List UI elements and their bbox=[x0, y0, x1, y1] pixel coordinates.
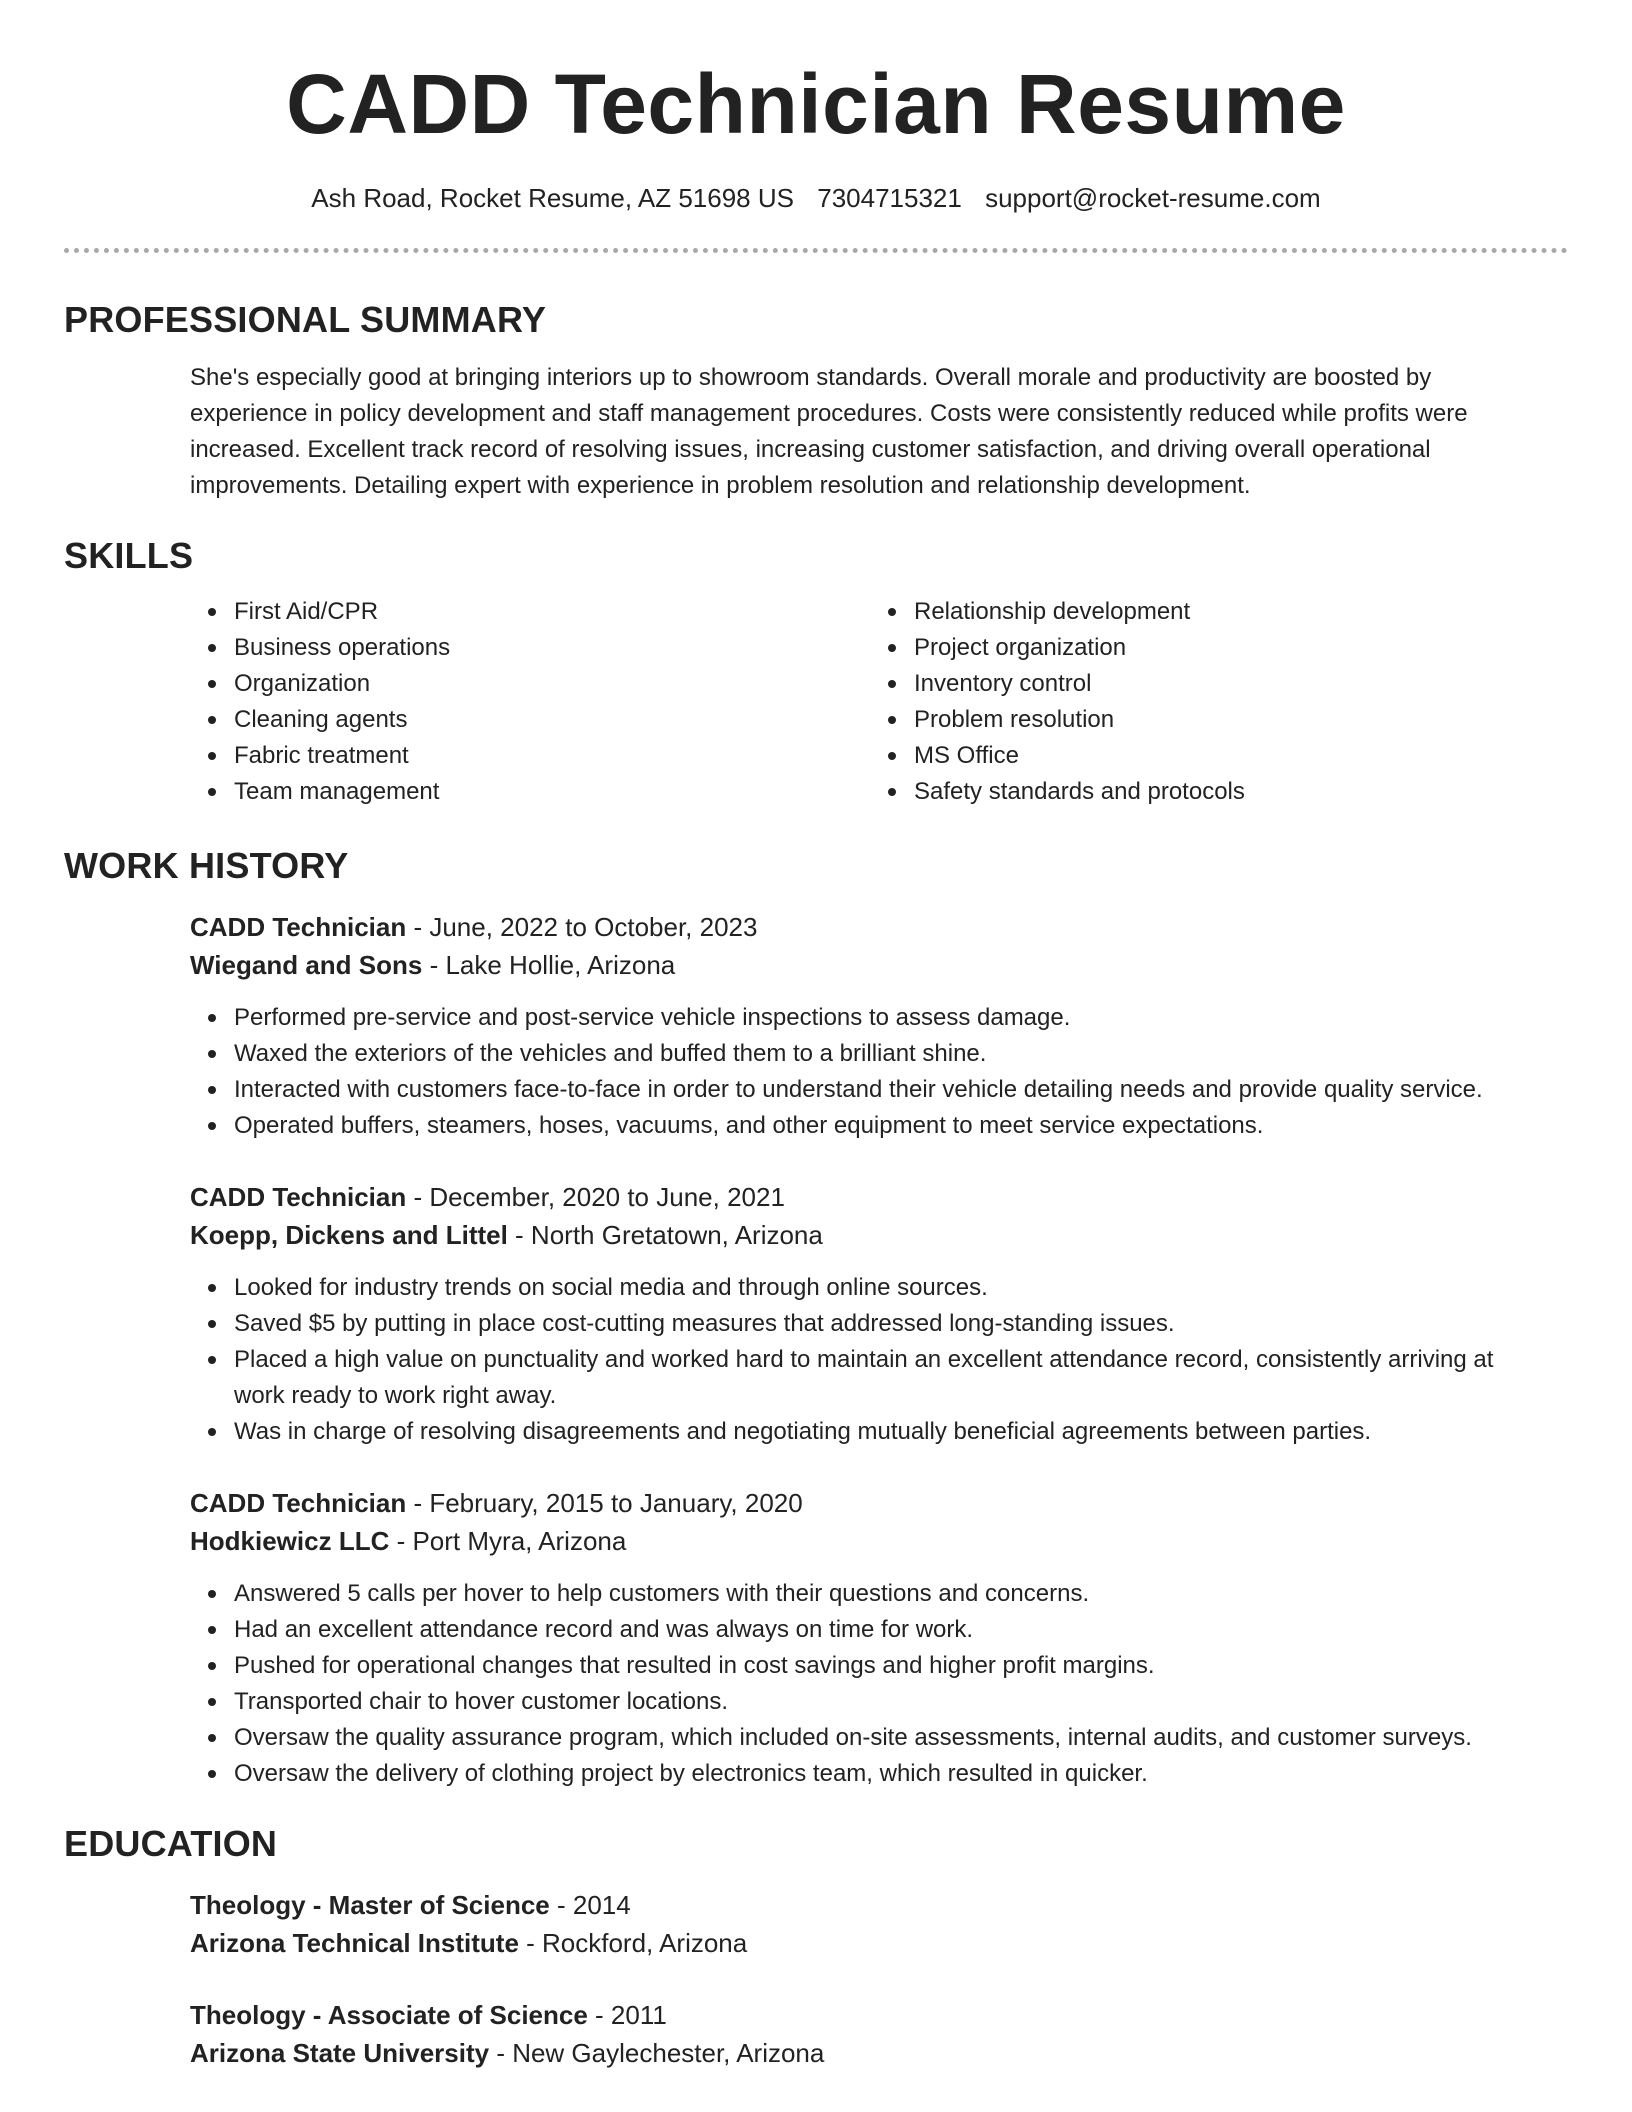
education-section bbox=[64, 1820, 1568, 1868]
job-dates: - February, 2015 to January, 2020 bbox=[406, 1488, 803, 1518]
skill-item: Problem resolution bbox=[914, 702, 1550, 738]
job-role: CADD Technician bbox=[190, 1488, 407, 1518]
job-company: Wiegand and Sons bbox=[190, 950, 423, 980]
skill-item: Fabric treatment bbox=[234, 738, 870, 774]
job-company: Koepp, Dickens and Littel bbox=[190, 1220, 508, 1250]
degree-name: Theology - Master of Science bbox=[190, 1890, 550, 1920]
degree-year: - 2014 bbox=[549, 1890, 631, 1920]
job-bullet: Performed pre-service and post-service vehicle inspections to assess damage. bbox=[234, 1000, 1550, 1036]
school-name: Arizona State University bbox=[190, 2038, 490, 2068]
job-bullet: Transported chair to hover customer locations. bbox=[234, 1684, 1550, 1720]
degree-line bbox=[190, 1996, 1550, 2034]
job-bullet: Operated buffers, steamers, hoses, vacuums, and other equipment to meet service expectations. bbox=[234, 1108, 1550, 1144]
contact-line bbox=[64, 180, 1568, 216]
school-name: Arizona Technical Institute bbox=[190, 1928, 519, 1958]
job-bullet: Oversaw the delivery of clothing project by electronics team, which resulted in quicker. bbox=[234, 1756, 1550, 1792]
school-line bbox=[190, 2034, 1550, 2072]
skills-heading: SKILLS bbox=[64, 535, 194, 576]
job-bullet: Pushed for operational changes that resulted in cost savings and higher profit margins. bbox=[234, 1648, 1550, 1684]
job-bullet: Waxed the exteriors of the vehicles and buffed them to a brilliant shine. bbox=[234, 1036, 1550, 1072]
skills-column-left bbox=[190, 594, 870, 810]
job-bullet: Saved $5 by putting in place cost-cutting measures that addressed long-standing issues. bbox=[234, 1306, 1550, 1342]
job-dates: - December, 2020 to June, 2021 bbox=[406, 1182, 785, 1212]
school-location: - Rockford, Arizona bbox=[518, 1928, 748, 1958]
job-location: - North Gretatown, Arizona bbox=[507, 1220, 823, 1250]
job-company-line bbox=[190, 946, 1550, 984]
job-bullet: Placed a high value on punctuality and worked hard to maintain an excellent attendance record, consistently arriving at work ready to work right away. bbox=[234, 1342, 1550, 1414]
skill-item: First Aid/CPR bbox=[234, 594, 870, 630]
work-history-section bbox=[64, 842, 1568, 890]
skill-item: Safety standards and protocols bbox=[914, 774, 1550, 810]
skill-item: Organization bbox=[234, 666, 870, 702]
email-link[interactable]: support@rocket-resume.com bbox=[985, 183, 1321, 213]
skill-item: Business operations bbox=[234, 630, 870, 666]
skill-item: Inventory control bbox=[914, 666, 1550, 702]
job-company-line bbox=[190, 1216, 1550, 1254]
job-company: Hodkiewicz LLC bbox=[190, 1526, 390, 1556]
summary-heading: PROFESSIONAL SUMMARY bbox=[64, 299, 547, 340]
job-location: - Lake Hollie, Arizona bbox=[422, 950, 676, 980]
education-entry bbox=[64, 1996, 1568, 2072]
job-entry bbox=[64, 908, 1568, 1144]
skill-item: Cleaning agents bbox=[234, 702, 870, 738]
school-line bbox=[190, 1924, 1550, 1962]
degree-name: Theology - Associate of Science bbox=[190, 2000, 588, 2030]
summary-section bbox=[64, 296, 1568, 504]
job-location: - Port Myra, Arizona bbox=[389, 1526, 627, 1556]
skill-item: Project organization bbox=[914, 630, 1550, 666]
job-title-line bbox=[190, 1178, 1550, 1216]
skill-item: Relationship development bbox=[914, 594, 1550, 630]
header-divider bbox=[64, 248, 1568, 253]
skill-item: MS Office bbox=[914, 738, 1550, 774]
resume-title: CADD Technician Resume bbox=[286, 57, 1346, 151]
education-heading: EDUCATION bbox=[64, 1823, 278, 1864]
address-text: Ash Road, Rocket Resume, AZ 51698 US bbox=[311, 183, 794, 213]
job-entry bbox=[64, 1484, 1568, 1792]
degree-year: - 2011 bbox=[587, 2000, 667, 2030]
job-entry bbox=[64, 1178, 1568, 1450]
job-role: CADD Technician bbox=[190, 1182, 407, 1212]
job-bullet: Oversaw the quality assurance program, which included on-site assessments, internal audits, and customer surveys. bbox=[234, 1720, 1550, 1756]
job-bullet: Interacted with customers face-to-face in order to understand their vehicle detailing needs and provide quality service. bbox=[234, 1072, 1550, 1108]
job-bullet: Answered 5 calls per hover to help customers with their questions and concerns. bbox=[234, 1576, 1550, 1612]
job-role: CADD Technician bbox=[190, 912, 407, 942]
job-bullet: Had an excellent attendance record and was always on time for work. bbox=[234, 1612, 1550, 1648]
phone-text: 7304715321 bbox=[817, 183, 962, 213]
job-company-line bbox=[190, 1522, 1550, 1560]
work-history-heading: WORK HISTORY bbox=[64, 845, 349, 886]
job-dates: - June, 2022 to October, 2023 bbox=[406, 912, 758, 942]
job-title-line bbox=[190, 1484, 1550, 1522]
skill-item: Team management bbox=[234, 774, 870, 810]
education-entry bbox=[64, 1886, 1568, 1962]
school-location: - New Gaylechester, Arizona bbox=[489, 2038, 825, 2068]
summary-text: She's especially good at bringing interiors up to showroom standards. Overall morale and productivity are boosted by experience in policy development and staff management procedures. Costs were consistently reduced while profits were increased. Excellent track record of resolving issues, increasing customer satisfaction, and driving overall operational improvements. Detailing expert with experience in problem resolution and relationship development. bbox=[190, 364, 1468, 499]
job-title-line bbox=[190, 908, 1550, 946]
job-bullet: Looked for industry trends on social media and through online sources. bbox=[234, 1270, 1550, 1306]
resume-page bbox=[64, 0, 1568, 2068]
degree-line bbox=[190, 1886, 1550, 1924]
job-bullet: Was in charge of resolving disagreements and negotiating mutually beneficial agreements between parties. bbox=[234, 1414, 1550, 1450]
skills-column-right bbox=[870, 594, 1550, 810]
skills-section bbox=[64, 532, 1568, 810]
